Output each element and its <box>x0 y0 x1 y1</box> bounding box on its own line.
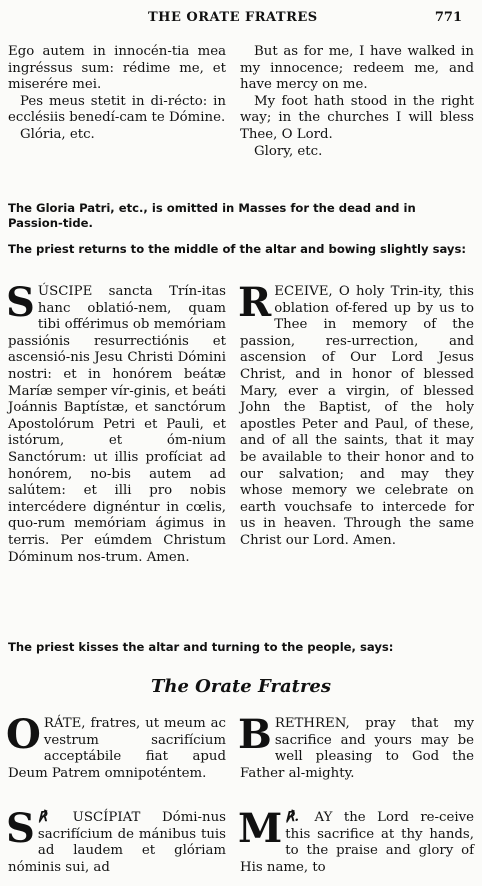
latin-psalm-column <box>8 44 226 144</box>
latin-response-text: USCÍPIAT Dómi-nus sacrifícium de mánibus tuis ad laudem et glóriam nóminis sui, ad <box>8 810 226 875</box>
rubric-gloria-omitted: The Gloria Patri, etc., is omitted in Masses for the dead and in Passion-tide. <box>8 201 416 230</box>
english-suscipe-text: ECEIVE, O holy Trin-ity, this oblation of-fered up by us to Thee in memory of the passion, res-urrection, and ascension of Our Lord Jesus Christ, and in honor of blessed Mary, ever a virgin, of blessed John the Baptist, of the holy apostles Peter and Paul, of these, and of all the saints, that it may be available to their honor and to our salvation; and may they whose memory we celebrate on earth vouchsafe to intercede for us in heaven. Through the same Christ our Lord. Amen. <box>240 284 474 548</box>
drop-cap: R <box>238 279 272 326</box>
latin-response-column <box>6 805 226 876</box>
latin-orate-text: RÁTE, fratres, ut meum ac vestrum sacrifícium acceptábile fiat apud Deum Patrem omnipoténtem. <box>8 716 226 781</box>
response-symbol: ℟ <box>37 810 47 825</box>
page-header <box>0 10 482 30</box>
english-psalm-column <box>240 44 474 160</box>
english-verse: My foot hath stood in the right way; in the churches I will bless Thee, O Lord. <box>240 93 474 142</box>
latin-suscipe-text: ÚSCIPE sancta Trín-itas hanc oblatió-nem, quam tibi offérimus ob memóriam passiónis resurrectiónis et ascensió-nis Jesu Christi Dómini nostri: et in honórem beátæ Maríæ semper vír-ginis, et beáti Joánnis Baptístæ, et sanctórum Apostolórum Petri et Pauli, et istórum, et óm-nium Sanctórum: ut illis profíciat ad honórem, no-bis autem ad salútem: et illi pro nobis intercédere dignéntur in cœlis, quo-rum memóriam ágimus in terris. Per eúmdem Christum Dóminum nos-trum. Amen. <box>8 284 226 565</box>
rubric-priest-returns: The priest returns to the middle of the altar and bowing slightly says: <box>8 242 467 256</box>
page-number: 771 <box>434 10 462 25</box>
english-suscipe-column <box>238 279 474 550</box>
english-response-column <box>238 805 474 876</box>
drop-cap: O <box>6 711 41 758</box>
latin-verse: Pes meus stetit in di-récto: in ecclésiis benedí-cam te Dómine. <box>8 93 226 126</box>
latin-orate-column <box>6 711 226 782</box>
running-title: THE ORATE FRATRES <box>148 10 318 25</box>
response-symbol: ℟. <box>285 810 300 825</box>
rubric-priest-kisses-altar: The priest kisses the altar and turning to the people, says: <box>8 640 394 654</box>
drop-cap: S <box>6 279 35 326</box>
english-orate-column <box>238 711 474 782</box>
latin-suscipe-column <box>6 279 226 566</box>
latin-verse: Ego autem in innocén-tia mea ingréssus sum: rédime me, et miserére mei. <box>8 44 226 93</box>
english-response-text: AY the Lord re-ceive this sacrifice at thy hands, to the praise and glory of His name, to <box>240 810 474 875</box>
drop-cap: B <box>238 711 272 758</box>
drop-cap: M <box>238 805 283 852</box>
english-gloria: Glory, etc. <box>254 143 323 159</box>
english-verse: But as for me, I have walked in my innocence; redeem me, and have mercy on me. <box>240 44 474 93</box>
english-orate-text: RETHREN, pray that my sacrifice and yours may be well pleasing to God the Father al-mighty. <box>240 716 474 781</box>
section-title: The Orate Fratres <box>150 676 332 697</box>
drop-cap: S <box>6 805 35 852</box>
latin-gloria: Glória, etc. <box>20 126 95 142</box>
